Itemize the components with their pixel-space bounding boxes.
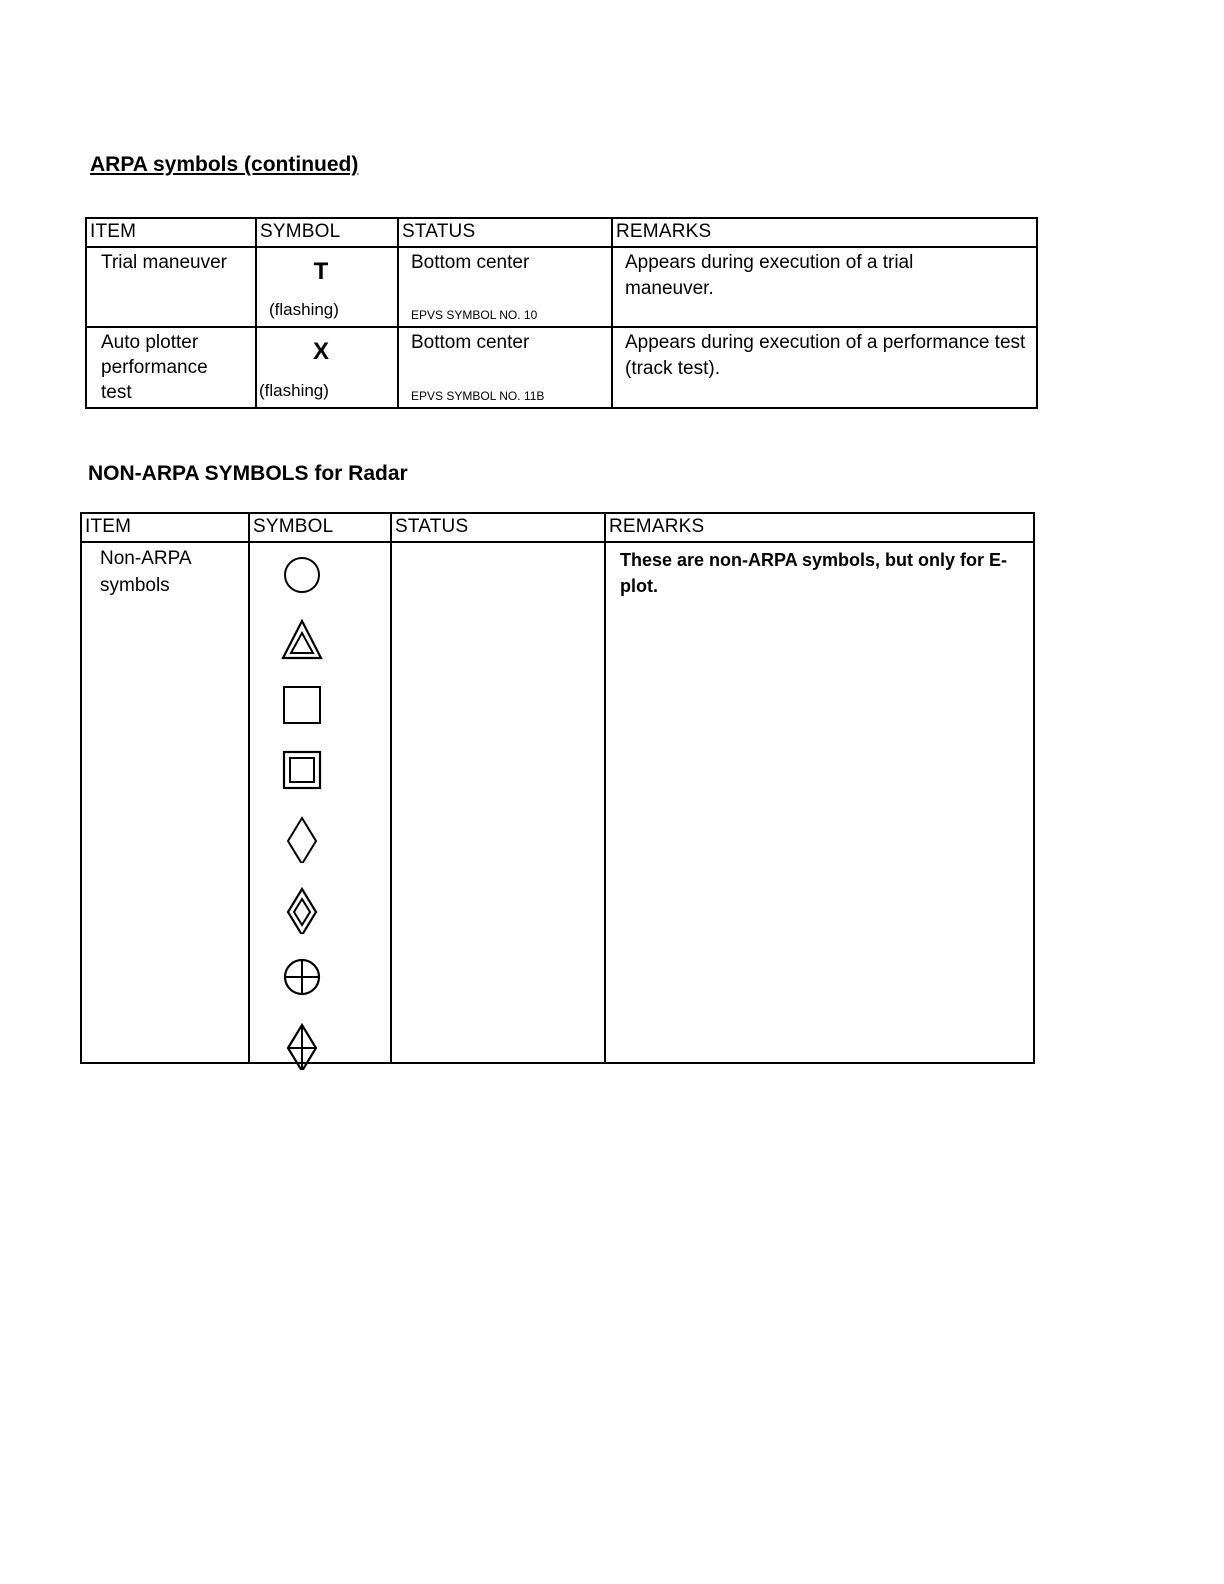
symbol-stack [280,553,340,1091]
table-header-row [81,513,1034,542]
double-square-icon [280,748,324,792]
symbol-note: (flashing) [259,381,329,400]
column-header: STATUS [398,218,612,247]
remarks-text: Appears during execution of a performance test (track test). [625,332,1026,379]
table-header-row [86,218,1037,247]
arpa-symbols-table [85,217,1038,409]
status-code: EPVS SYMBOL NO. 11B [411,389,545,403]
table-row [86,327,1037,408]
column-header: ITEM [81,513,249,542]
crossed-circle-icon [280,955,324,999]
column-header: REMARKS [612,218,1037,247]
remarks-text: These are non-ARPA symbols, but only for E-plot. [620,550,1008,596]
column-header: SYMBOL [249,513,391,542]
table-row [86,247,1037,327]
remarks-text: Appears during execution of a trial maneuver. [625,252,914,299]
item-label: Auto plotter performance test [101,332,208,403]
status-code: EPVS SYMBOL NO. 10 [411,308,538,322]
status-text: Bottom center [411,332,530,353]
column-header: STATUS [391,513,605,542]
section-heading-non-arpa: NON-ARPA SYMBOLS for Radar [88,462,408,485]
circle-icon [280,553,324,597]
status-text [392,543,604,545]
column-header: ITEM [86,218,256,247]
table-row [81,542,1034,1063]
double-diamond-icon [280,884,324,934]
column-header: REMARKS [605,513,1034,542]
status-text: Bottom center [411,252,530,273]
column-header: SYMBOL [256,218,398,247]
item-label: Non-ARPA symbols [100,548,191,596]
double-triangle-icon [280,618,324,662]
non-arpa-symbols-table [80,512,1035,1064]
item-label: Trial maneuver [101,252,228,273]
diamond-icon [280,813,324,863]
section-heading-arpa: ARPA symbols (continued) [90,153,359,176]
auto-plotter-symbol: X [312,338,329,365]
trial-maneuver-symbol: T [313,258,329,285]
square-icon [280,683,324,727]
symbol-note: (flashing) [269,300,339,319]
crossed-diamond-icon [280,1020,324,1070]
